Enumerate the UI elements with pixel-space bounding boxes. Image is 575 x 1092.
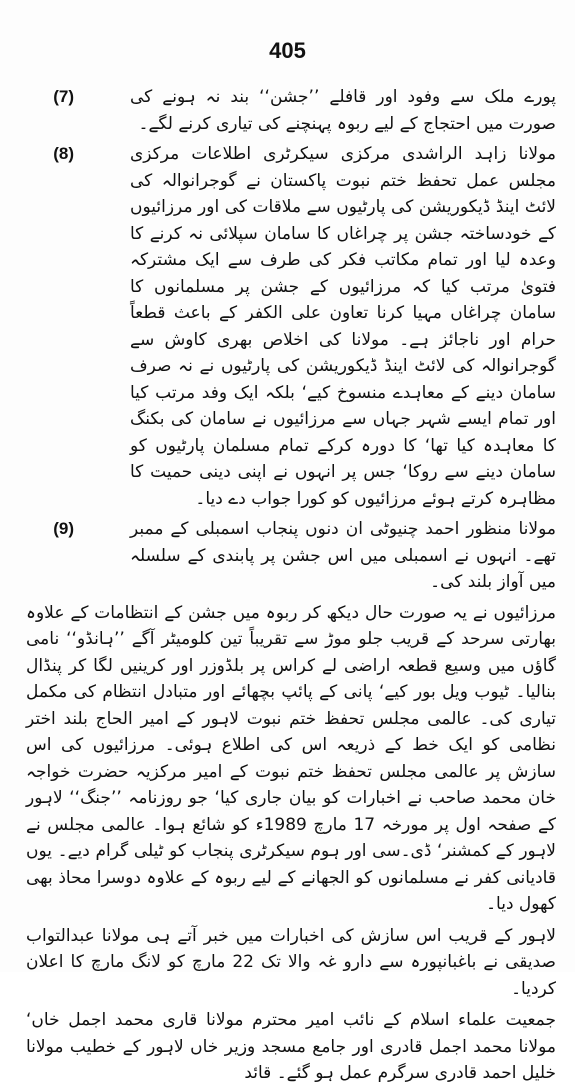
item-text: مولانا منظور احمد چنیوٹی ان دنوں پنجاب اسمبلی کے ممبر تھے۔ انہوں نے اسمبلی میں اس جشن پر پابندی کے سلسلہ میں آواز بلند کی۔ bbox=[130, 519, 556, 592]
page-number: 405 bbox=[269, 38, 306, 63]
body-paragraph: جمعیت علماء اسلام کے نائب امیر محترم مولانا قاری محمد اجمل خاں‘ مولانا محمد اجمل قادری اور جامع مسجد وزیر خاں لاہور کے خطیب مولانا خلیل احمد قادری سرگرم عمل ہو گئے۔ قائد bbox=[26, 1010, 556, 1083]
item-number: (8) bbox=[53, 144, 74, 163]
body-paragraph: مرزائیوں نے یہ صورت حال دیکھ کر ربوہ میں جشن کے انتظامات کے علاوہ بھارتی سرحد کے قریب جلو موڑ سے تقریباً تین کلومیٹر آگے ’’ہانڈو‘‘ نامی گاؤں میں وسیع قطعہ اراضی لے کراس پر بلڈوزر اور کرینیں لگا کر پنڈال بنالیا۔ ٹیوب ویل بور کیے‘ پانی کے پائپ بچھائے اور متبادل انتظام کی مکمل تیاری کی۔ عالمی مجلس تحفظ ختم نبوت لاہور کے امیر الحاج بلند اختر نظامی کو ایک خط کے ذریعہ اس کی اطلاع ہوئی۔ مرزائیوں کی اس سازش پر عالمی مجلس تحفظ ختم نبوت کے امیر مرکزیہ حضرت خواجہ خان محمد صاحب نے اخبارات کو بیان جاری کیا‘ جو روزنامہ ’’جنگ‘‘ لاہور کے صفحہ اول پر مورخہ 17 مارچ 1989ء کو شائع ہوا۔ عالمی مجلس نے لاہور کے کمشنر‘ ڈی۔سی اور ہوم سیکرٹری پنجاب کو ٹیلی گرام دیے۔ یوں قادیانی کفر نے مسلمانوں کو الجھانے کے لیے ربوہ کے علاوہ دوسرا محاذ بھی کھول دیا۔ bbox=[26, 602, 556, 914]
numbered-item-9 bbox=[26, 516, 556, 596]
item-number: (7) bbox=[53, 87, 74, 106]
item-text: پورے ملک سے وفود اور قافلے ’’جشن‘‘ بند نہ ہونے کی صورت میں احتجاج کے لیے ربوہ پہنچنے کی تیاری کرنے لگے۔ bbox=[130, 87, 556, 134]
numbered-item-8 bbox=[26, 141, 556, 512]
item-number: (9) bbox=[53, 519, 74, 538]
item-text: مولانا زاہد الراشدی مرکزی سیکرٹری اطلاعات مرکزی مجلس عمل تحفظ ختم نبوت پاکستان نے گوجرانوالہ کی لائٹ اینڈ ڈیکوریشن کی پارٹیوں سے ملاقات کی اور مرزائیوں کے خودساختہ جشن پر چراغاں کا سامان سپلائی نہ کرنے کا وعدہ لیا اور تمام مکاتب فکر کی طرف سے ایک مشترکہ فتویٰ مرتب کیا کہ مرزائیوں کے جشن پر مسلمانوں کا سامان چراغاں مہیا کرنا تعاون علی الکفر کے باعث قطعاً حرام اور ناجائز ہے۔ مولانا کی اخلاص بھری کاوش سے گوجرانوالہ کی لائٹ اینڈ ڈیکوریشن کی پارٹیوں نے نہ صرف سامان دینے کے معاہدے منسوخ کیے‘ بلکہ ایک وفد مرتب کیا اور تمام ایسے شہر جہاں سے مرزائیوں نے سامان کی بکنگ کا معاہدہ کیا تھا‘ کا دورہ کرکے تمام مسلمان پارٹیوں کو سامان دینے سے روکا‘ جس پر انہوں نے اپنی دینی حمیت کا مظاہرہ کرتے ہوئے مرزائیوں کو کورا جواب دے دیا۔ bbox=[130, 144, 556, 509]
body-paragraph: لاہور کے قریب اس سازش کی اخبارات میں خبر آتے ہی مولانا عبدالتواب صدیقی نے باغبانپورہ سے دارو غہ والا تک 22 مارچ کو لانگ مارچ کا اعلان کردیا۔ bbox=[26, 925, 556, 999]
page-body bbox=[26, 84, 556, 1092]
numbered-item-7 bbox=[26, 84, 556, 137]
